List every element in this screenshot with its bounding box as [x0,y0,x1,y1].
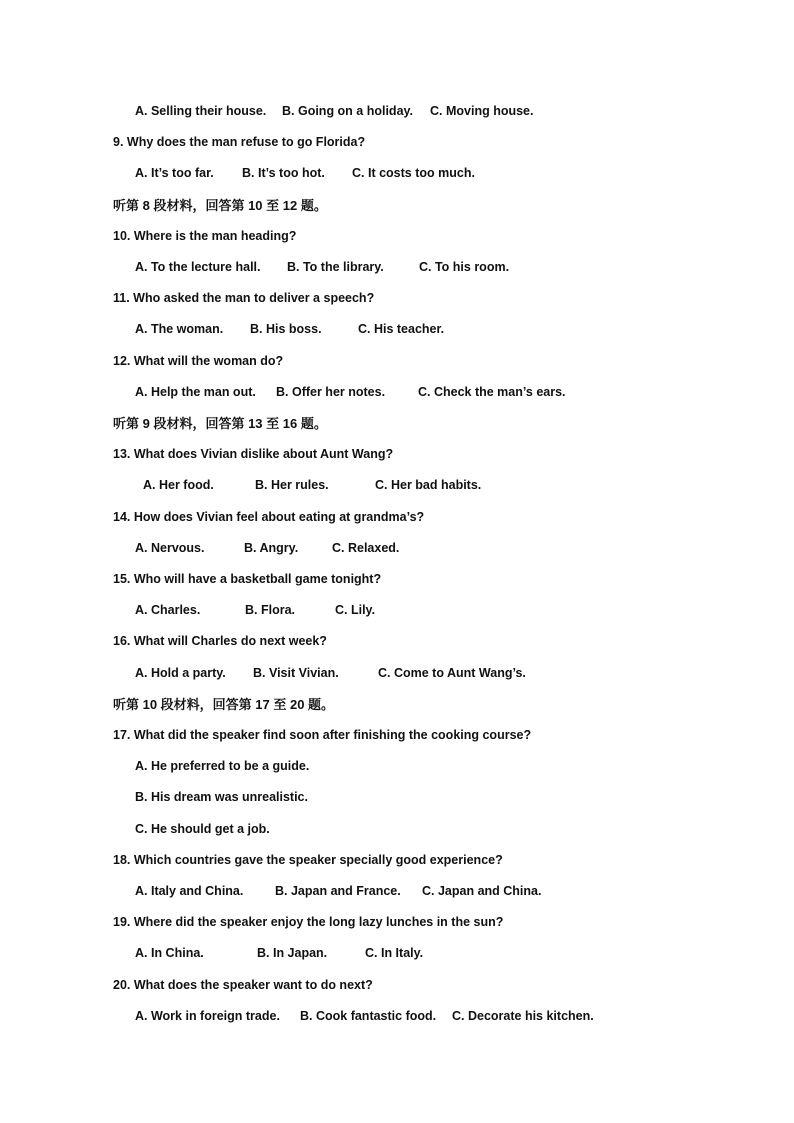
option-c: C. To his room. [419,260,510,274]
question-15: 15. Who will have a basketball game tonight? [113,572,382,586]
question-20: 20. What does the speaker want to do next? [113,978,373,992]
option-b: B. To the library. [287,260,384,274]
question-9: 9. Why does the man refuse to go Florida? [113,135,366,149]
option-a: A. Hold a party. [135,666,226,680]
option-b: B. It’s too hot. [242,166,325,180]
option-c: C. Relaxed. [332,541,400,555]
question-10: 10. Where is the man heading? [113,229,297,243]
option-c: C. Moving house. [430,104,534,118]
option-a: A. To the lecture hall. [135,260,261,274]
option-a: A. Nervous. [135,541,205,555]
option-a: A. The woman. [135,322,224,336]
question-13: 13. What does Vivian dislike about Aunt Wang? [113,447,394,461]
option-a: A. Selling their house. [135,104,267,118]
question-18: 18. Which countries gave the speaker specially good experience? [113,853,503,867]
question-11: 11. Who asked the man to deliver a speech? [113,291,375,305]
section-header-10: 听第 10 段材料，回答第 17 至 20 题。 [113,697,335,712]
option-b: B. Japan and France. [275,884,401,898]
option-b: B. Her rules. [255,478,329,492]
option-c: C. Lily. [335,603,376,617]
option-b: B. His boss. [250,322,322,336]
option-b: B. In Japan. [257,946,328,960]
option-c: C. In Italy. [365,946,424,960]
option-b: B. Flora. [245,603,296,617]
question-17: 17. What did the speaker find soon after finishing the cooking course? [113,728,532,742]
option-b: B. Cook fantastic food. [300,1009,437,1023]
option-b: B. His dream was unrealistic. [135,790,308,804]
option-b: B. Offer her notes. [276,385,386,399]
option-a: A. Work in foreign trade. [135,1009,280,1023]
option-b: B. Angry. [244,541,299,555]
option-a: A. In China. [135,946,204,960]
option-b: B. Visit Vivian. [253,666,339,680]
option-a: A. Charles. [135,603,201,617]
question-16: 16. What will Charles do next week? [113,634,327,648]
option-a: A. Italy and China. [135,884,244,898]
section-header-9: 听第 9 段材料，回答第 13 至 16 题。 [113,416,327,431]
option-c: C. Come to Aunt Wang’s. [378,666,526,680]
option-a: A. Her food. [143,478,214,492]
option-c: C. Check the man’s ears. [418,385,566,399]
question-12: 12. What will the woman do? [113,354,284,368]
option-c: C. Japan and China. [422,884,542,898]
question-14: 14. How does Vivian feel about eating at grandma’s? [113,510,425,524]
option-c: C. His teacher. [358,322,445,336]
option-b: B. Going on a holiday. [282,104,414,118]
option-c: C. Decorate his kitchen. [452,1009,594,1023]
option-c: C. It costs too much. [352,166,475,180]
question-19: 19. Where did the speaker enjoy the long lazy lunches in the sun? [113,915,504,929]
option-a: A. It’s too far. [135,166,214,180]
option-a: A. Help the man out. [135,385,256,399]
section-header-8: 听第 8 段材料，回答第 10 至 12 题。 [113,198,327,213]
option-c: C. He should get a job. [135,822,270,836]
option-c: C. Her bad habits. [375,478,482,492]
option-a: A. He preferred to be a guide. [135,759,310,773]
